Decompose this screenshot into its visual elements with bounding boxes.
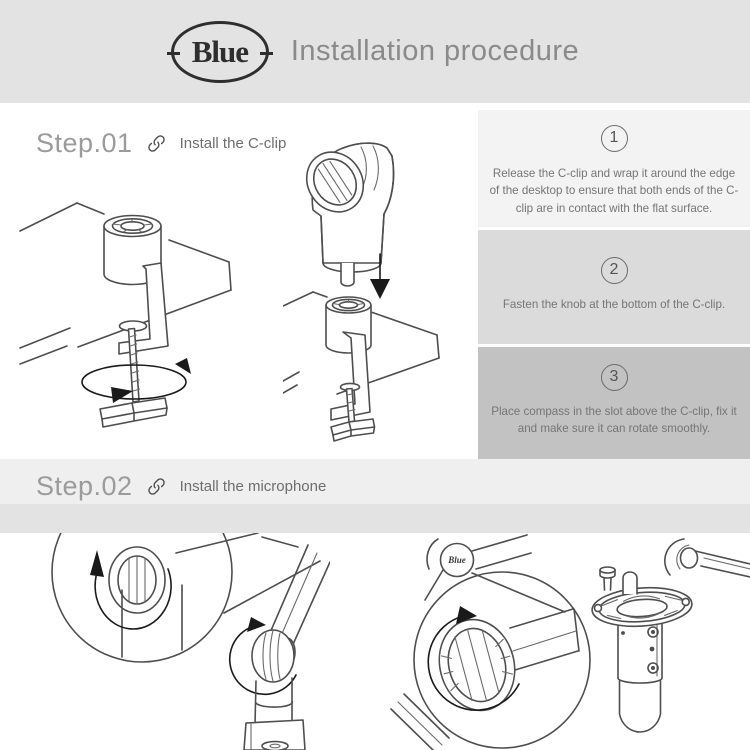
arm-blue-logo-text: Blue <box>448 555 466 565</box>
instruction-number-3: 3 <box>601 364 628 391</box>
step-1-row <box>36 126 286 160</box>
cclip-on-desk-drawing <box>15 162 280 462</box>
microphone-drawing <box>590 528 750 750</box>
hinge-detail-drawing <box>0 533 330 750</box>
instruction-number-2: 2 <box>601 257 628 284</box>
step-2-label: Step.02 <box>36 470 133 501</box>
rotate-arrowhead-2 <box>247 617 266 632</box>
instruction-box-3 <box>478 347 750 459</box>
instruction-number-1: 1 <box>601 125 628 152</box>
instruction-text-3: Place compass in the slot above the C-clip, fix it and make sure it can rotate smoothly. <box>491 405 737 436</box>
seam-band-dark <box>0 504 750 533</box>
step-2-row <box>36 469 326 503</box>
knob-rotation-drawing <box>330 512 610 750</box>
instruction-box-2 <box>478 230 750 344</box>
blue-logo-text: Blue <box>191 33 248 69</box>
rotate-arrowhead-left <box>111 387 133 403</box>
link-icon <box>146 133 167 154</box>
link-icon <box>146 476 167 497</box>
instruction-text-2: Fasten the knob at the bottom of the C-clip. <box>502 298 726 311</box>
instruction-text-1: Release the C-clip and wrap it around the edge of the desktop to ensure that both ends of the C-clip are in contact with the flat surface. <box>489 167 739 215</box>
rotate-arrowhead-right <box>175 358 191 374</box>
step-1-label: Step.01 <box>36 127 133 158</box>
header-bar <box>0 0 750 103</box>
step-1-title: Install the C-clip <box>179 134 287 152</box>
blue-logo <box>171 21 269 83</box>
rotate-arrowhead <box>90 550 104 577</box>
compass-insert-drawing <box>283 132 478 462</box>
instruction-box-1 <box>478 110 750 227</box>
down-arrowhead <box>370 279 390 299</box>
page-title: Installation procedure <box>290 35 580 67</box>
step-2-title: Install the microphone <box>179 477 327 495</box>
